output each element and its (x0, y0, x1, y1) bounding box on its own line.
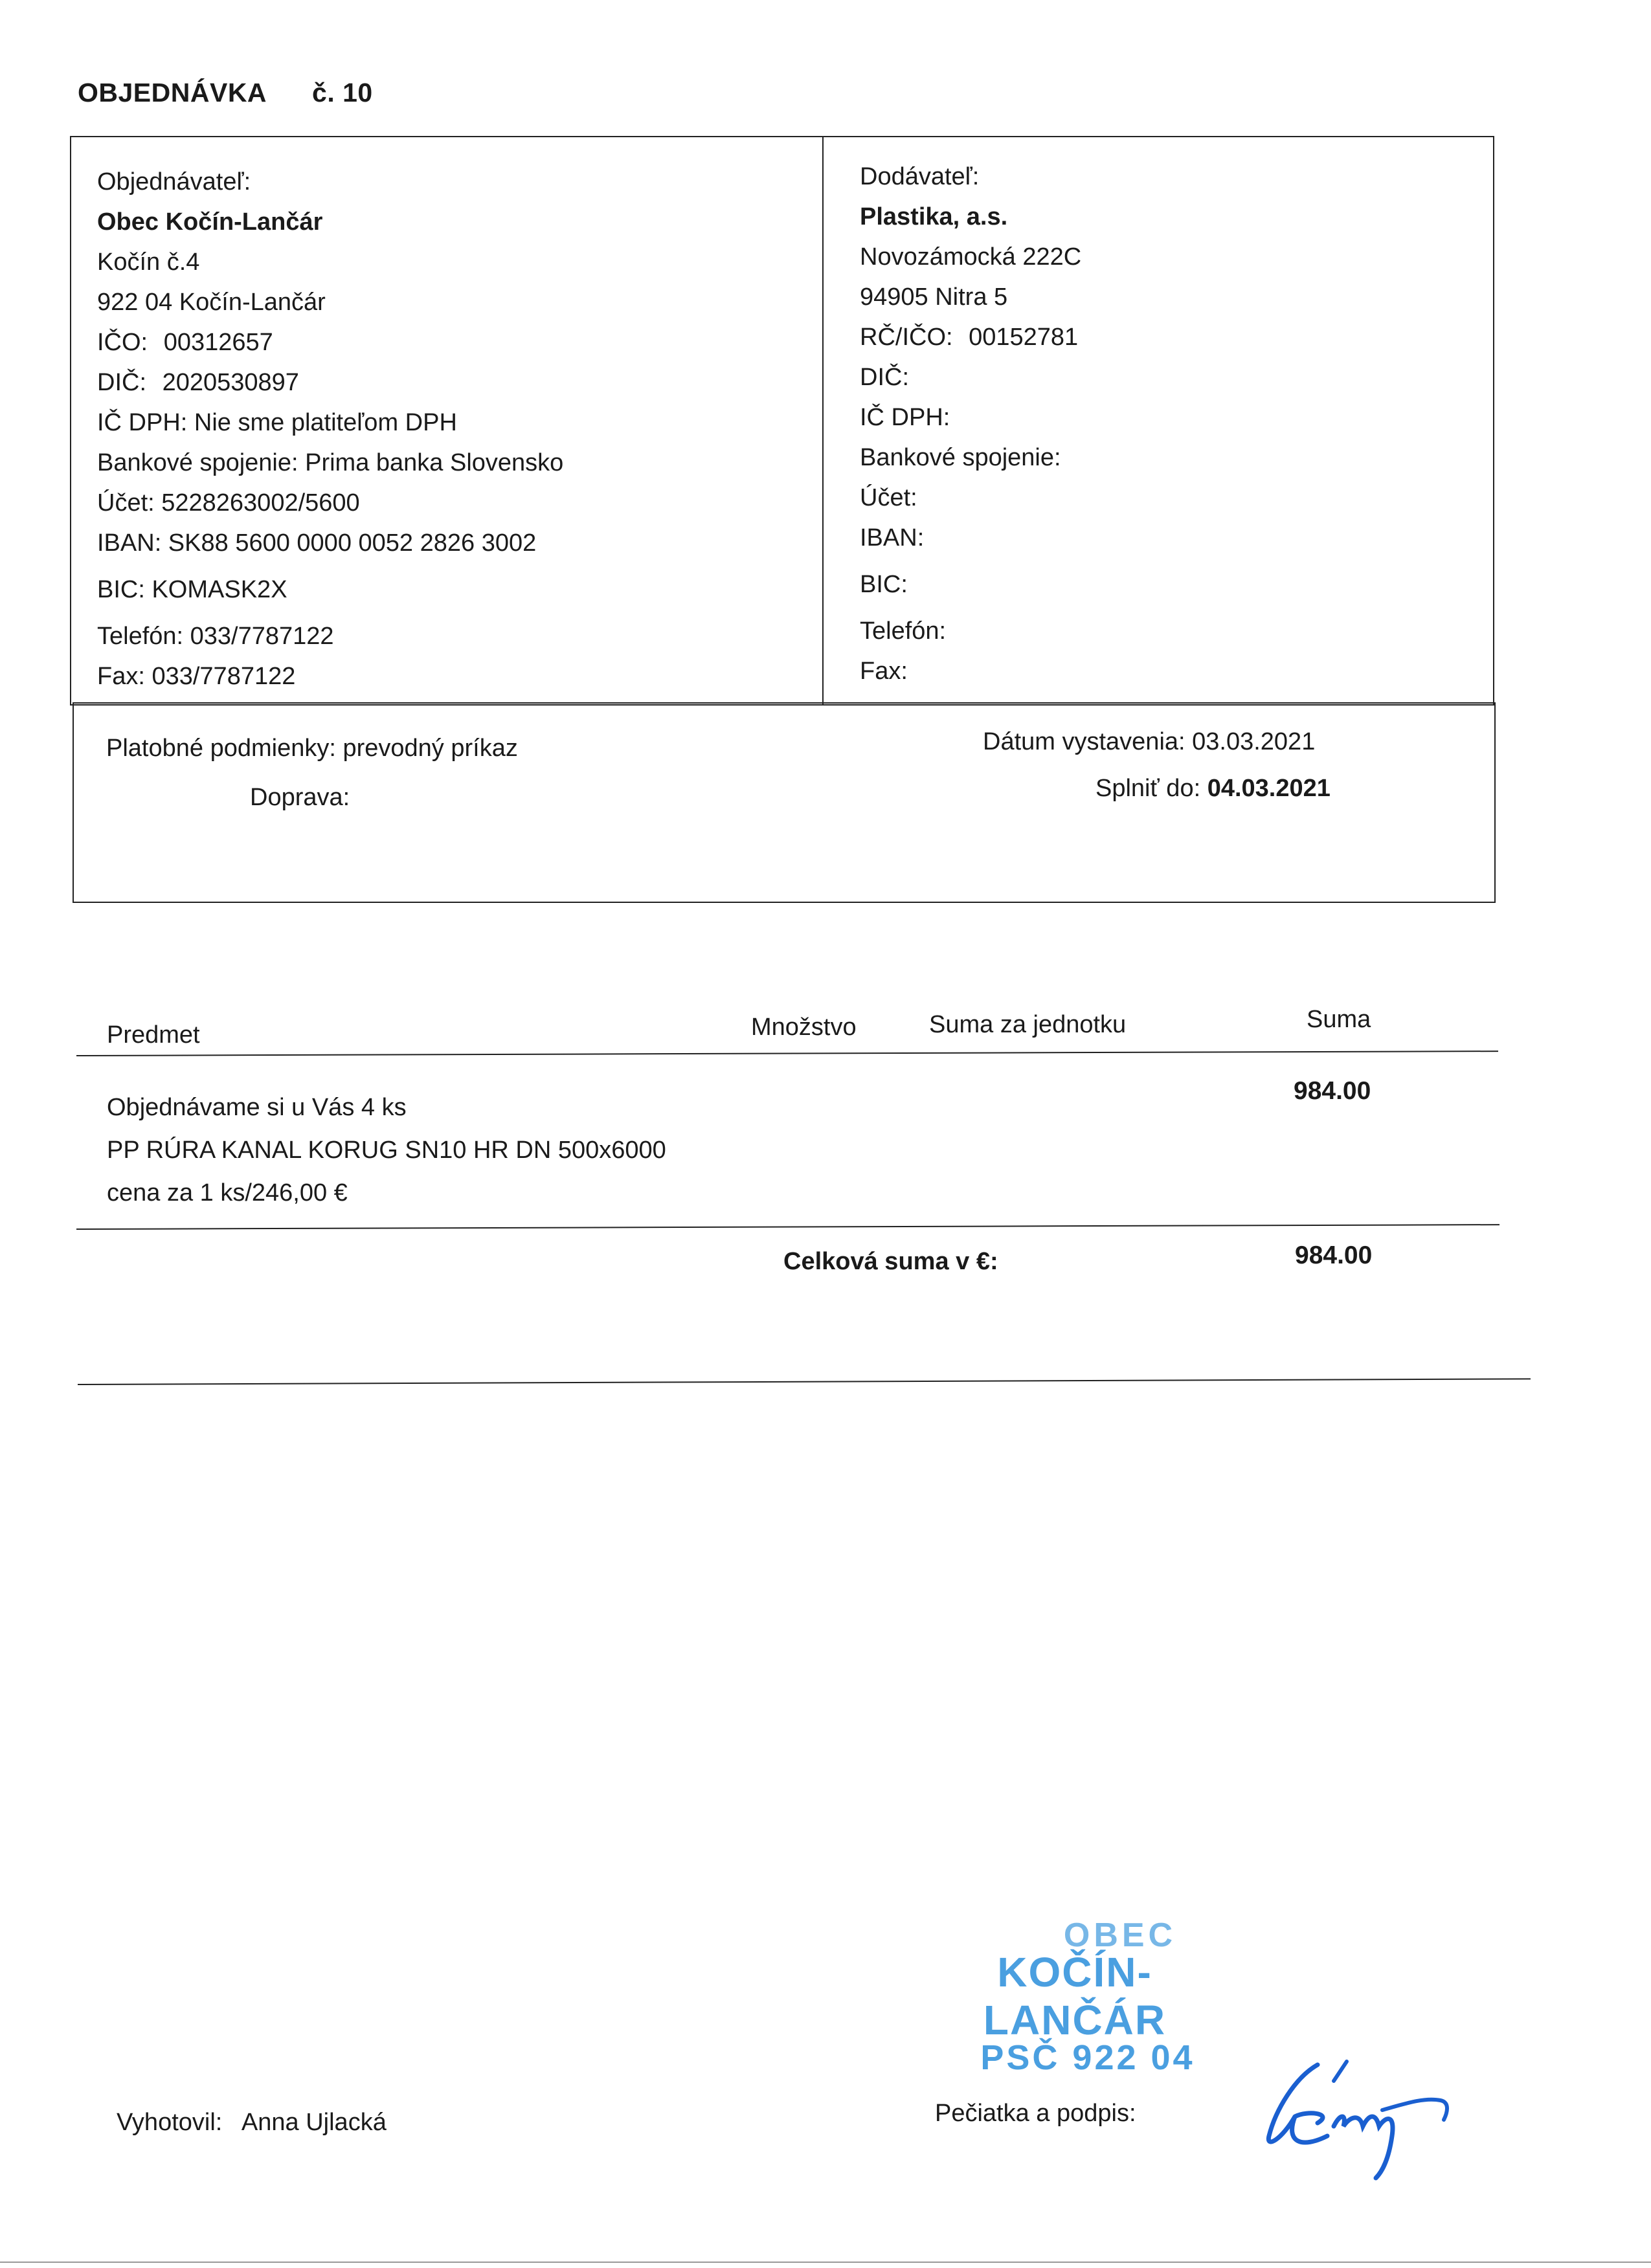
header-quantity: Množstvo (751, 1014, 857, 1041)
buyer-block (97, 162, 563, 696)
supplier-block (860, 157, 1081, 691)
prepared-label: Vyhotovil: (117, 2109, 223, 2136)
due-date-row (1095, 775, 1331, 803)
item-line-2: PP RÚRA KANAL KORUG SN10 HR DN 500x6000 (107, 1137, 666, 1164)
item-line-3: cena za 1 ks/246,00 € (107, 1179, 348, 1206)
parties-box (70, 136, 1494, 706)
total-rule (78, 1378, 1531, 1385)
stamp-signature-label: Pečiatka a podpis: (935, 2100, 1136, 2127)
supplier-rcico: 00152781 (969, 324, 1079, 351)
buyer-dic: 2020530897 (162, 369, 299, 396)
stamp-line-3: PSČ 922 04 (980, 2038, 1195, 2077)
prepared-by-row (117, 2109, 387, 2137)
supplier-iban: IBAN: (860, 524, 925, 551)
buyer-ico-row (97, 322, 563, 362)
issue-date: 03.03.2021 (1192, 728, 1316, 755)
buyer-ico: 00312657 (163, 329, 273, 356)
buyer-street: Kočín č.4 (97, 249, 200, 276)
document-title (78, 78, 373, 108)
stamp-line-1: OBEC (1063, 1917, 1177, 1954)
page-edge (0, 2262, 1651, 2263)
supplier-rcico-row (860, 317, 1081, 357)
parties-divider (822, 137, 824, 704)
total-label: Celková suma v €: (783, 1248, 998, 1275)
supplier-name: Plastika, a.s. (860, 203, 1008, 230)
supplier-dic: DIČ: (860, 364, 909, 391)
transport-label: Doprava: (250, 784, 350, 811)
supplier-account: Účet: (860, 484, 917, 511)
buyer-phone: Telefón: 033/7787122 (97, 623, 334, 650)
supplier-rcico-label: RČ/IČO: (860, 324, 953, 351)
supplier-phone: Telefón: (860, 617, 947, 645)
due-date: 04.03.2021 (1207, 775, 1331, 802)
handwritten-signature (1256, 2052, 1489, 2181)
buyer-name: Obec Kočín-Lančár (97, 208, 323, 236)
buyer-city: 922 04 Kočín-Lančár (97, 289, 326, 316)
supplier-city: 94905 Nitra 5 (860, 284, 1008, 311)
buyer-icdph: IČ DPH: Nie sme platiteľom DPH (97, 409, 457, 436)
order-number: č. 10 (312, 78, 373, 107)
payment-label: Platobné podmienky: (106, 735, 336, 762)
terms-box (73, 702, 1496, 903)
buyer-dic-label: DIČ: (97, 369, 146, 396)
buyer-bank: Bankové spojenie: Prima banka Slovensko (97, 449, 564, 476)
supplier-bank: Bankové spojenie: (860, 444, 1061, 471)
payment-terms (106, 735, 518, 762)
issue-date-row (983, 728, 1315, 756)
buyer-heading: Objednávateľ: (97, 168, 251, 195)
payment-value: prevodný príkaz (343, 735, 518, 762)
title-text: OBJEDNÁVKA (78, 78, 267, 107)
header-rule (76, 1051, 1498, 1056)
supplier-bic: BIC: (860, 571, 908, 598)
prepared-by: Anna Ujlacká (241, 2109, 387, 2136)
supplier-icdph: IČ DPH: (860, 404, 950, 431)
item-sum: 984.00 (1294, 1077, 1371, 1105)
header-unit-price: Suma za jednotku (929, 1011, 1127, 1038)
buyer-iban: IBAN: SK88 5600 0000 0052 2826 3002 (97, 529, 537, 557)
buyer-dic-row (97, 362, 563, 403)
stamp-line-2: KOČÍN-LANČÁR (983, 1949, 1167, 2043)
due-label: Splniť do: (1095, 775, 1201, 802)
table-row (107, 1086, 666, 1214)
supplier-fax: Fax: (860, 658, 908, 685)
header-item: Predmet (107, 1021, 200, 1049)
buyer-ico-label: IČO: (97, 329, 148, 356)
item-line-1: Objednávame si u Vás 4 ks (107, 1094, 407, 1121)
official-stamp (906, 1916, 1243, 2077)
supplier-heading: Dodávateľ: (860, 163, 980, 190)
total-amount: 984.00 (1295, 1241, 1373, 1269)
items-rule (76, 1224, 1499, 1230)
supplier-street: Novozámocká 222C (860, 243, 1082, 271)
buyer-fax: Fax: 033/7787122 (97, 663, 296, 690)
issue-label: Dátum vystavenia: (983, 728, 1185, 755)
header-sum: Suma (1307, 1006, 1371, 1033)
buyer-account: Účet: 5228263002/5600 (97, 489, 360, 517)
buyer-bic: BIC: KOMASK2X (97, 576, 287, 603)
